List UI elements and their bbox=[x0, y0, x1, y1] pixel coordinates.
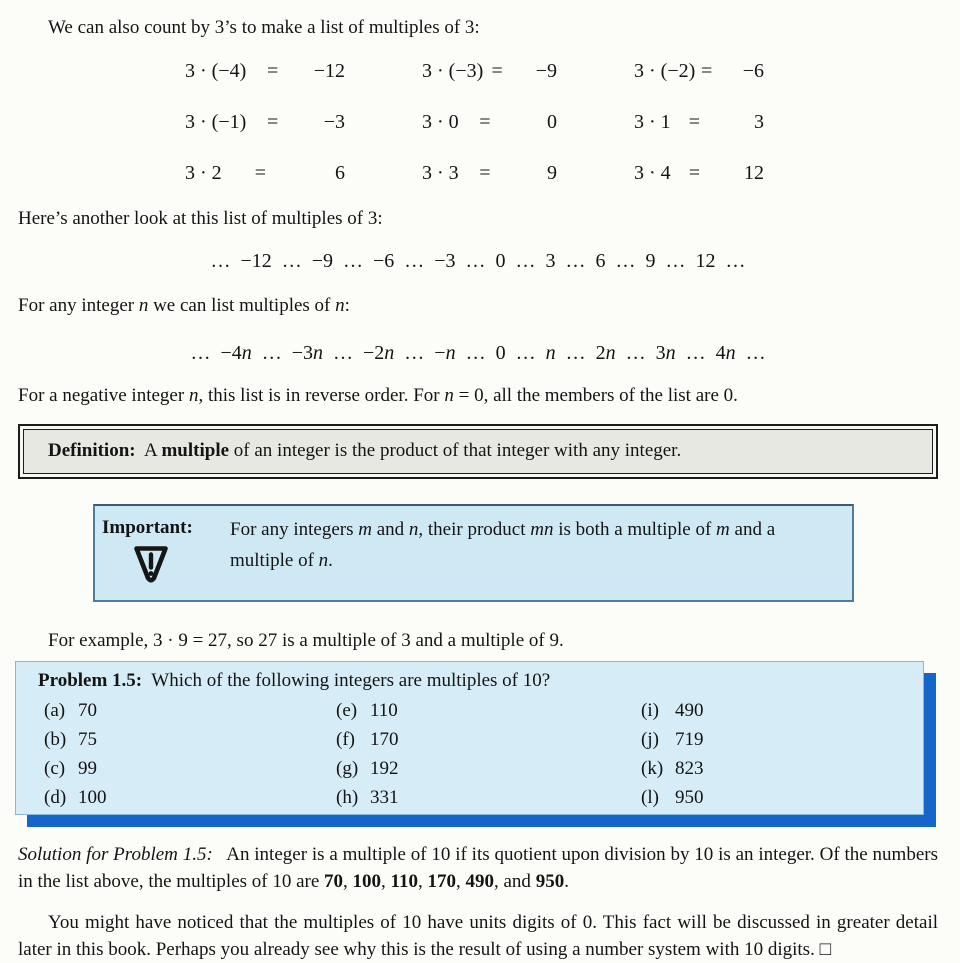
choice-label: (a) bbox=[44, 700, 66, 721]
choice-value: 75 bbox=[78, 729, 97, 750]
equation bbox=[634, 109, 764, 136]
equation bbox=[185, 160, 345, 187]
equation-expression: 3 · 2 bbox=[185, 162, 222, 184]
equation-value: −6 bbox=[742, 60, 764, 82]
equation-expression: 3 · 1 bbox=[634, 111, 671, 133]
equation-expression: 3 · 4 bbox=[634, 162, 671, 184]
choice-label: (i) bbox=[641, 700, 659, 721]
choice-label: (b) bbox=[44, 729, 67, 750]
equation-value: −3 bbox=[323, 111, 345, 133]
important-text: For any integers m and n, their product mn is both a multiple of m and a multiple of n. bbox=[230, 519, 776, 571]
choice-label: (f) bbox=[336, 729, 355, 750]
equation-value: 3 bbox=[753, 111, 764, 133]
problem-item bbox=[330, 783, 635, 812]
problem-column-2 bbox=[330, 696, 635, 812]
choice-label: (h) bbox=[336, 787, 359, 808]
problem-item bbox=[635, 725, 923, 754]
definition-box-inner bbox=[23, 429, 933, 474]
equation-value: −12 bbox=[313, 60, 345, 82]
equals-sign: = bbox=[266, 111, 279, 133]
equation-expression: 3 · (−2) bbox=[634, 60, 696, 82]
problem-choices-grid bbox=[38, 696, 923, 812]
choice-value: 170 bbox=[370, 729, 399, 750]
equals-sign: = bbox=[700, 60, 713, 82]
definition-text: Definition: A multiple of an integer is the product of that integer with any integer. bbox=[48, 440, 682, 461]
choice-value: 99 bbox=[78, 758, 97, 779]
equals-sign: = bbox=[491, 60, 503, 82]
for-example-paragraph: For example, 3 · 9 = 27, so 27 is a multiple of 3 and a multiple of 9. bbox=[48, 630, 564, 651]
choice-label: (g) bbox=[336, 758, 359, 779]
equation-expression: 3 · (−1) bbox=[185, 111, 247, 133]
problem-item bbox=[38, 696, 330, 725]
problem-item bbox=[635, 696, 923, 725]
equation-value: 12 bbox=[743, 162, 764, 184]
equation-value: 0 bbox=[546, 111, 557, 133]
equation-value: 6 bbox=[334, 162, 345, 184]
choice-value: 823 bbox=[675, 758, 704, 779]
choice-value: 100 bbox=[78, 787, 107, 808]
problem-item bbox=[330, 725, 635, 754]
problem-item bbox=[38, 783, 330, 812]
choice-value: 192 bbox=[370, 758, 399, 779]
equals-sign: = bbox=[266, 60, 279, 82]
choice-label: (k) bbox=[641, 758, 664, 779]
choice-value: 719 bbox=[675, 729, 704, 750]
warning-exclaim-icon bbox=[101, 542, 201, 594]
closing-paragraph: You might have noticed that the multiples of 10 have units digits of 0. This fact will be discussed in greater detail later in this book. Perhaps you already see why this is the result of using a number system with 10 digits. □ bbox=[18, 912, 938, 960]
choice-value: 490 bbox=[675, 700, 704, 721]
equals-sign: = bbox=[479, 111, 491, 133]
equals-sign: = bbox=[479, 162, 491, 184]
equation bbox=[422, 109, 557, 136]
equation bbox=[422, 58, 557, 85]
problem-column-3 bbox=[635, 696, 923, 812]
equals-sign: = bbox=[688, 162, 700, 184]
problem-item bbox=[635, 754, 923, 783]
equation bbox=[185, 58, 345, 85]
equation bbox=[634, 58, 764, 85]
choice-label: (c) bbox=[44, 758, 66, 779]
intro-paragraph: We can also count by 3’s to make a list of multiples of 3: bbox=[48, 17, 480, 38]
problem-item bbox=[38, 725, 330, 754]
negative-integer-paragraph: For a negative integer n, this list is in reverse order. For n = 0, all the members of the list are 0. bbox=[18, 385, 738, 406]
solution-paragraph: Solution for Problem 1.5: An integer is a multiple of 10 if its quotient upon division by 10 is an integer. Of the numbers in the list above, the multiples of 10 are 70, 100, 110, 170, 490, and 950. bbox=[18, 844, 938, 892]
choice-value: 331 bbox=[370, 787, 399, 808]
problem-item bbox=[38, 754, 330, 783]
important-box bbox=[93, 504, 854, 602]
equation-expression: 3 · (−3) bbox=[422, 60, 484, 82]
problem-header: Problem 1.5: Which of the following integers are multiples of 10? bbox=[38, 670, 551, 691]
equation-expression: 3 · 0 bbox=[422, 111, 459, 133]
equation bbox=[422, 160, 557, 187]
choice-value: 110 bbox=[370, 700, 398, 721]
choice-value: 70 bbox=[78, 700, 97, 721]
equation-expression: 3 · (−4) bbox=[185, 60, 247, 82]
equation bbox=[185, 109, 345, 136]
multiples-of-n-list: … −4n … −3n … −2n … −n … 0 … n … 2n … 3n … 4n … bbox=[190, 342, 766, 364]
equals-sign: = bbox=[688, 111, 700, 133]
problem-item bbox=[635, 783, 923, 812]
multiples-of-3-list: … −12 … −9 … −6 … −3 … 0 … 3 … 6 … 9 … 12 … bbox=[210, 250, 746, 272]
equation-value: 9 bbox=[546, 162, 557, 184]
important-label-column bbox=[101, 514, 217, 594]
another-look-paragraph: Here’s another look at this list of multiples of 3: bbox=[18, 208, 383, 229]
choice-label: (e) bbox=[336, 700, 358, 721]
problem-item bbox=[330, 754, 635, 783]
problem-item bbox=[330, 696, 635, 725]
choice-label: (d) bbox=[44, 787, 67, 808]
equals-sign: = bbox=[254, 162, 266, 184]
equation bbox=[634, 160, 764, 187]
equation-expression: 3 · 3 bbox=[422, 162, 459, 184]
definition-box bbox=[18, 424, 938, 479]
equation-value: −9 bbox=[535, 60, 557, 82]
choice-label: (l) bbox=[641, 787, 659, 808]
important-label: Important: bbox=[102, 517, 193, 538]
problem-column-1 bbox=[38, 696, 330, 812]
problem-box bbox=[15, 661, 924, 815]
choice-value: 950 bbox=[675, 787, 704, 808]
multiplication-grid bbox=[185, 58, 938, 187]
choice-label: (j) bbox=[641, 729, 659, 750]
any-integer-paragraph: For any integer n we can list multiples of n: bbox=[18, 295, 350, 316]
